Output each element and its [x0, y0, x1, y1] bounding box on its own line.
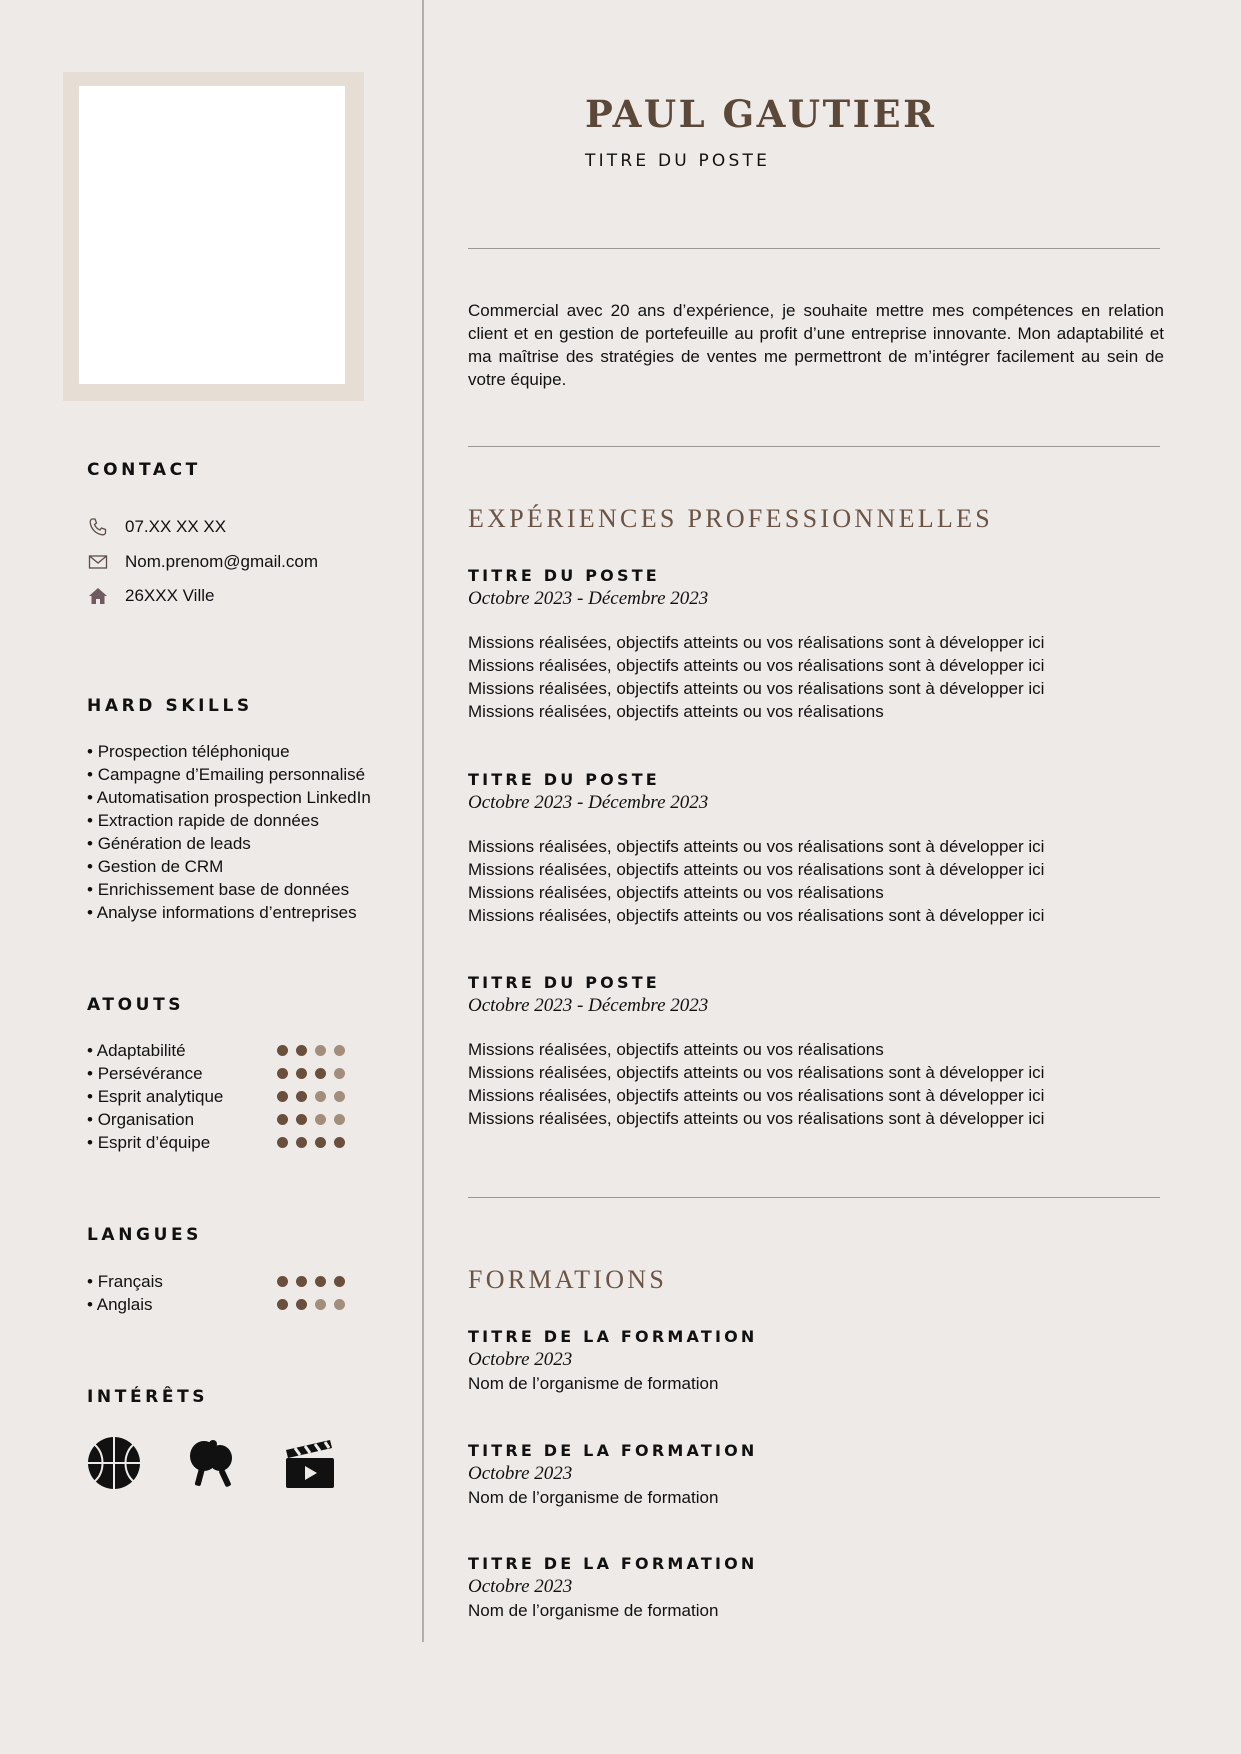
missions-list	[468, 835, 1168, 927]
atout-label: • Esprit analytique	[87, 1087, 223, 1106]
mission-item: Missions réalisées, objectifs atteints ou vos réalisations sont à développer ici	[468, 656, 1045, 675]
formation-date: Octobre 2023	[468, 1349, 573, 1370]
rating-dot-filled	[277, 1276, 288, 1287]
home-icon	[87, 585, 109, 607]
rating-dot-filled	[315, 1068, 326, 1079]
rating-dot-filled	[315, 1276, 326, 1287]
formation-organisme: Nom de l’organisme de formation	[468, 1488, 719, 1507]
experiences-heading: EXPÉRIENCES PROFESSIONNELLES	[468, 504, 994, 533]
basketball-icon	[87, 1436, 141, 1490]
phone-icon	[87, 516, 109, 538]
atouts-heading: ATOUTS	[87, 995, 185, 1015]
rating-dot-filled	[296, 1276, 307, 1287]
formation-entry	[468, 1326, 1168, 1395]
email-address[interactable]: Nom.prenom@gmail.com	[125, 552, 318, 571]
rating-dot-filled	[296, 1137, 307, 1148]
langue-item	[87, 1270, 357, 1293]
rating-dot-empty	[315, 1114, 326, 1125]
interets-heading: INTÉRÊTS	[87, 1387, 209, 1407]
experience-date: Octobre 2023 - Décembre 2023	[468, 995, 709, 1016]
experience-date: Octobre 2023 - Décembre 2023	[468, 588, 709, 609]
vertical-divider	[422, 0, 424, 1642]
langues-list	[87, 1270, 357, 1316]
experience-title: TITRE DU POSTE	[468, 973, 660, 992]
mission-item: Missions réalisées, objectifs atteints ou vos réalisations sont à développer ici	[468, 633, 1045, 652]
rating-dot-filled	[334, 1137, 345, 1148]
candidate-name: PAUL GAUTIER	[585, 92, 937, 136]
contact-email	[87, 550, 318, 574]
mission-item: Missions réalisées, objectifs atteints ou vos réalisations	[468, 883, 884, 902]
experience-entry	[468, 769, 1168, 927]
atout-label: • Adaptabilité	[87, 1041, 186, 1060]
mission-item: Missions réalisées, objectifs atteints ou vos réalisations sont à développer ici	[468, 1063, 1045, 1082]
formation-organisme: Nom de l’organisme de formation	[468, 1601, 719, 1620]
langue-label: • Français	[87, 1272, 163, 1291]
rating-dots	[277, 1091, 353, 1102]
mission-item: Missions réalisées, objectifs atteints ou vos réalisations sont à développer ici	[468, 906, 1045, 925]
rating-dot-empty	[315, 1045, 326, 1056]
formation-title: TITRE DE LA FORMATION	[468, 1327, 758, 1346]
divider	[468, 446, 1160, 447]
contact-heading: CONTACT	[87, 460, 201, 480]
atout-item	[87, 1039, 357, 1062]
address: 26XXX Ville	[125, 586, 215, 605]
contact-address	[87, 584, 214, 608]
interests-icons	[87, 1436, 381, 1490]
mission-item: Missions réalisées, objectifs atteints ou vos réalisations sont à développer ici	[468, 837, 1045, 856]
experience-entry	[468, 972, 1168, 1130]
rating-dot-filled	[277, 1299, 288, 1310]
list-item: • Analyse informations d’entreprises	[87, 901, 371, 924]
divider	[468, 248, 1160, 249]
experience-date: Octobre 2023 - Décembre 2023	[468, 792, 709, 813]
langues-heading: LANGUES	[87, 1225, 203, 1245]
rating-dots	[277, 1045, 353, 1056]
photo-frame	[63, 72, 364, 401]
rating-dot-empty	[334, 1045, 345, 1056]
rating-dot-filled	[296, 1045, 307, 1056]
rating-dot-filled	[277, 1137, 288, 1148]
profile-summary: Commercial avec 20 ans d’expérience, je souhaite mettre mes compétences en relation client et en gestion de portefeuille au profit d’une entreprise innovante. Mon adaptabilité et ma maîtrise des stratégies de ventes me permettront de m’intégrer facilement au sein de votre équipe.	[468, 301, 1164, 389]
list-item: • Gestion de CRM	[87, 855, 371, 878]
rating-dots	[277, 1137, 353, 1148]
job-title: TITRE DU POSTE	[585, 151, 771, 171]
divider	[468, 1197, 1160, 1198]
experience-title: TITRE DU POSTE	[468, 566, 660, 585]
formation-title: TITRE DE LA FORMATION	[468, 1441, 758, 1460]
atout-item	[87, 1062, 357, 1085]
rating-dot-empty	[334, 1091, 345, 1102]
rating-dot-empty	[334, 1114, 345, 1125]
missions-list	[468, 1038, 1168, 1130]
phone-number[interactable]: 07.XX XX XX	[125, 517, 227, 536]
missions-list	[468, 631, 1168, 723]
rating-dots	[277, 1114, 353, 1125]
mission-item: Missions réalisées, objectifs atteints ou vos réalisations	[468, 1040, 884, 1059]
atout-item	[87, 1108, 357, 1131]
rating-dot-empty	[334, 1068, 345, 1079]
envelope-icon	[87, 551, 109, 573]
clapperboard-icon	[283, 1436, 337, 1490]
rating-dots	[277, 1068, 353, 1079]
formation-entry	[468, 1553, 1168, 1622]
mission-item: Missions réalisées, objectifs atteints ou vos réalisations sont à développer ici	[468, 1086, 1045, 1105]
hard-skills-list	[87, 740, 371, 924]
list-item: • Enrichissement base de données	[87, 878, 371, 901]
rating-dot-empty	[334, 1299, 345, 1310]
rating-dot-empty	[315, 1299, 326, 1310]
formations-heading: FORMATIONS	[468, 1265, 668, 1294]
atout-label: • Persévérance	[87, 1064, 203, 1083]
list-item: • Prospection téléphonique	[87, 740, 371, 763]
list-item: • Campagne d’Emailing personnalisé	[87, 763, 371, 786]
rating-dot-filled	[315, 1137, 326, 1148]
atouts-list	[87, 1039, 357, 1154]
langue-item	[87, 1293, 357, 1316]
mission-item: Missions réalisées, objectifs atteints ou vos réalisations	[468, 702, 884, 721]
rating-dot-filled	[277, 1091, 288, 1102]
list-item: • Automatisation prospection LinkedIn	[87, 786, 371, 809]
formation-date: Octobre 2023	[468, 1463, 573, 1484]
rating-dot-filled	[296, 1091, 307, 1102]
langue-label: • Anglais	[87, 1295, 153, 1314]
ping-pong-icon	[185, 1436, 239, 1490]
rating-dot-filled	[277, 1114, 288, 1125]
atout-item	[87, 1131, 357, 1154]
rating-dot-filled	[277, 1045, 288, 1056]
profile-photo-placeholder[interactable]	[79, 86, 345, 384]
rating-dot-filled	[296, 1068, 307, 1079]
experience-entry	[468, 565, 1168, 723]
rating-dots	[277, 1299, 353, 1310]
rating-dot-filled	[334, 1276, 345, 1287]
atout-label: • Organisation	[87, 1110, 194, 1129]
formation-date: Octobre 2023	[468, 1576, 573, 1597]
atout-item	[87, 1085, 357, 1108]
mission-item: Missions réalisées, objectifs atteints ou vos réalisations sont à développer ici	[468, 860, 1045, 879]
experience-title: TITRE DU POSTE	[468, 770, 660, 789]
list-item: • Extraction rapide de données	[87, 809, 371, 832]
formation-entry	[468, 1440, 1168, 1509]
rating-dot-filled	[296, 1114, 307, 1125]
mission-item: Missions réalisées, objectifs atteints ou vos réalisations sont à développer ici	[468, 679, 1045, 698]
rating-dot-filled	[277, 1068, 288, 1079]
atout-label: • Esprit d’équipe	[87, 1133, 210, 1152]
mission-item: Missions réalisées, objectifs atteints ou vos réalisations sont à développer ici	[468, 1109, 1045, 1128]
rating-dot-empty	[315, 1091, 326, 1102]
formation-title: TITRE DE LA FORMATION	[468, 1554, 758, 1573]
contact-phone	[87, 515, 226, 539]
list-item: • Génération de leads	[87, 832, 371, 855]
rating-dots	[277, 1276, 353, 1287]
hard-skills-heading: HARD SKILLS	[87, 696, 253, 716]
rating-dot-filled	[296, 1299, 307, 1310]
formation-organisme: Nom de l’organisme de formation	[468, 1374, 719, 1393]
